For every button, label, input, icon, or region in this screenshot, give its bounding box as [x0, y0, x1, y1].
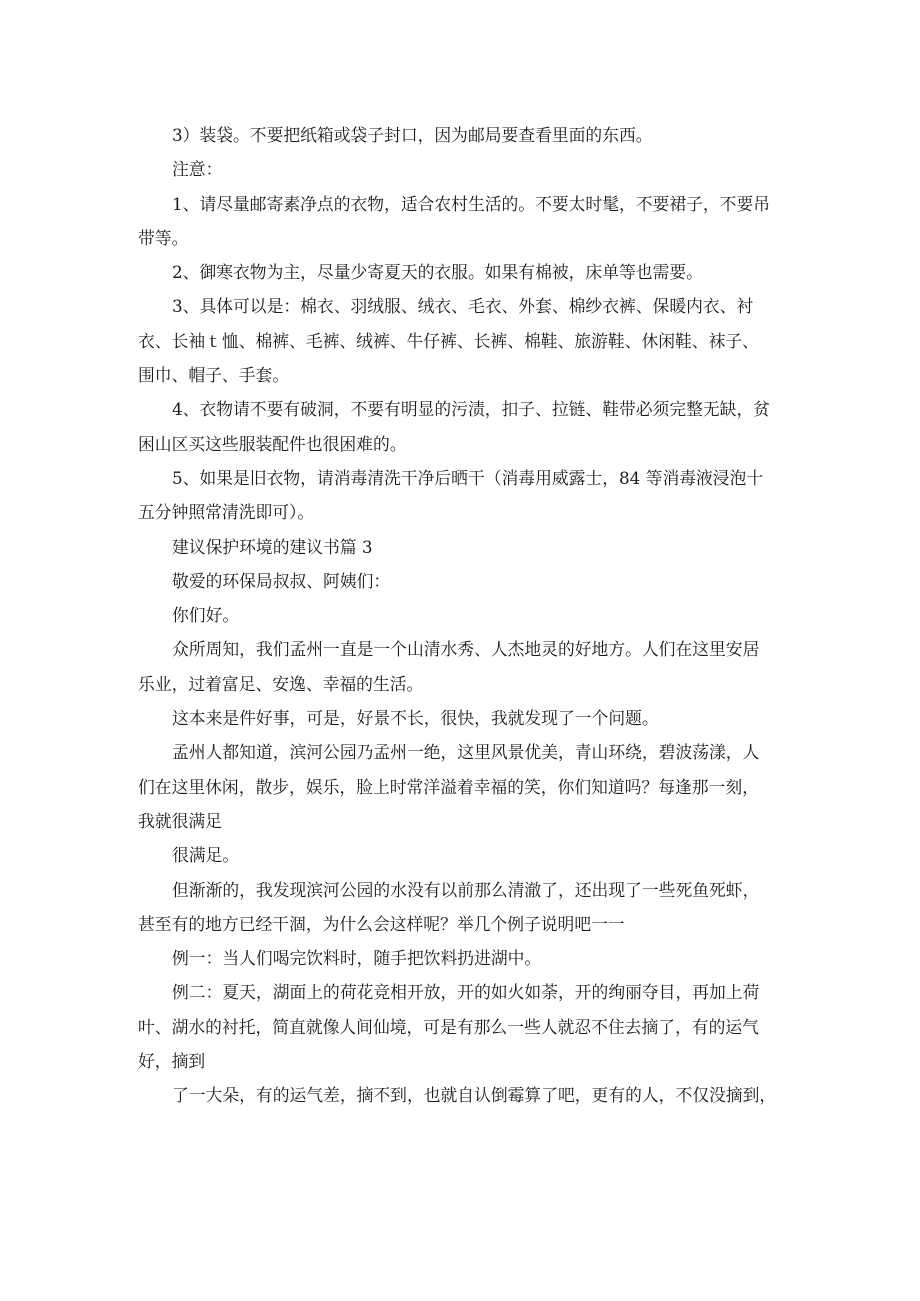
text-line: 孟州人都知道，滨河公园乃孟州一绝，这里风景优美，青山环绕，碧波荡漾，人 [172, 742, 760, 763]
text-line: 注意： [172, 159, 223, 180]
document-body [138, 118, 798, 1113]
text-line: 例二：夏天，湖面上的荷花竞相开放，开的如火如荼，开的绚丽夺目，再加上荷 [172, 982, 760, 1003]
text-line: 五分钟照常清洗即可）。 [138, 502, 315, 523]
text-line: 乐业，过着富足、安逸、幸福的生活。 [138, 673, 424, 694]
text-line: 3）装袋。不要把纸箱或袋子封口，因为邮局要查看里面的东西。 [172, 125, 653, 145]
text-line: 1、请尽量邮寄素净点的衣物，适合农村生活的。不要太时髦，不要裙子，不要吊 [172, 193, 771, 214]
greeting: 你们好。 [172, 605, 240, 626]
text-line: 们在这里休闲，散步，娱乐，脸上时常洋溢着幸福的笑，你们知道吗？每逢那一刻， [138, 776, 759, 797]
salutation: 敬爱的环保局叔叔、阿姨们： [172, 570, 391, 591]
text-line: 3、具体可以是：棉衣、羽绒服、绒衣、毛衣、外套、棉纱衣裤、保暖内衣、衬 [172, 296, 754, 317]
text-line: 叶、湖水的衬托，简直就像人间仙境，可是有那么一些人就忍不住去摘了，有的运气 [138, 1016, 759, 1037]
text-line: 这本来是件好事，可是，好景不长，很快，我就发现了一个问题。 [172, 708, 659, 729]
text-line: 衣、长袖ｔ恤、棉裤、毛裤、绒裤、牛仔裤、长裤、棉鞋、旅游鞋、休闲鞋、袜子、 [138, 330, 759, 351]
text-line: 很满足。 [172, 845, 240, 866]
text-line: 带等。 [138, 227, 189, 248]
text-line: 甚至有的地方已经干涸，为什么会这样呢？举几个例子说明吧一一 [138, 913, 625, 934]
text-line: 4、衣物请不要有破洞，不要有明显的污渍，扣子、拉链、鞋带必须完整无缺，贫 [172, 399, 771, 420]
text-line: 了一大朵，有的运气差，摘不到，也就自认倒霉算了吧，更有的人，不仅没摘到， [172, 1085, 777, 1106]
text-line: 我就很满足 [138, 810, 222, 831]
text-line: 但渐渐的，我发现滨河公园的水没有以前那么清澈了，还出现了一些死鱼死虾， [172, 879, 760, 900]
text-line: 5、如果是旧衣物，请消毒清洗干净后晒干（消毒用威露士，84 等消毒液浸泡十 [172, 467, 764, 488]
text-line: 2、御寒衣物为主，尽量少寄夏天的衣服。如果有棉被，床单等也需要。 [172, 262, 703, 283]
text-line: 困山区买这些服装配件也很困难的。 [138, 433, 407, 454]
text-line: 围巾、帽子、手套。 [138, 365, 290, 386]
text-line: 众所周知，我们孟州一直是一个山清水秀、人杰地灵的好地方。人们在这里安居 [172, 639, 760, 660]
text-line: 好，摘到 [138, 1051, 206, 1072]
section-heading: 建议保护环境的建议书篇 3 [172, 536, 373, 557]
text-line: 例一：当人们喝完饮料时，随手把饮料扔进湖中。 [172, 948, 542, 969]
